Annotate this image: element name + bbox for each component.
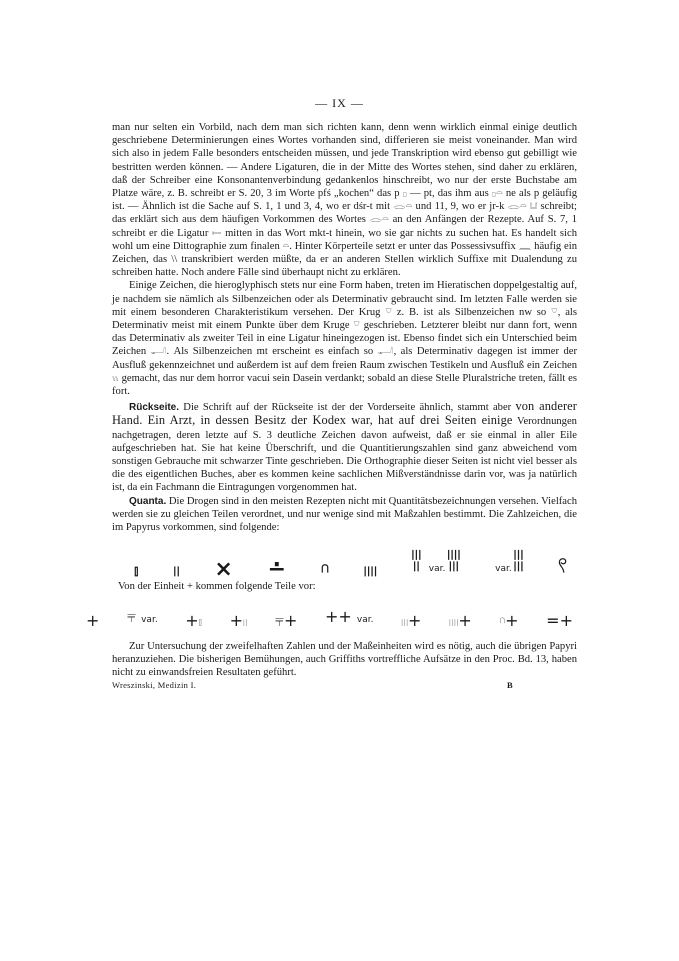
numeral-sign: 𓏽 [363, 557, 377, 583]
numeral-sign: 𓍢 [558, 557, 567, 583]
fraction-sign: +𓏤 [185, 611, 203, 631]
rueckseite-text-a: Die Schrift auf der Rückseite ist der der Vorderseite ähnlich, stammt aber [183, 402, 512, 414]
fraction-sign: ⫧+ [274, 611, 298, 631]
fraction-sign: 𓏽+ [448, 611, 472, 631]
fraction-sign: +𓏻 [229, 611, 248, 631]
rueckseite-text-b: Verordnungen nachgetragen, deren letzte auf S. 3 deutliche Zeichen davon aufweist, daß er sie einmal in aller Eile aufgeschrieben hat. Sie hat keine Überschrift, und die Quantitierungszahlen sind ganz abweichend vom sonstigen Gebrauche mit schwarzer Tinte geschrieben. Die Orthographie dieser Seiten ist nicht viel besser als die des eigentlichen Buches, aber es kommen keine sachlichen Mißverständnisse darin vor, was ja natürlich ist, da ein Fachmann die Eintragungen vorgenommen hat. [112, 416, 577, 494]
fraction-sign: 𓏼+ [401, 611, 422, 631]
numeral-signs-row [112, 542, 577, 583]
paragraph-closing: Zur Untersuchung der zweifelhaften Zahlen und der Maßeinheiten wird es nötig, auch die übrigen Papyri heranzuziehen. Die bisherigen Bemühungen, auch Griffiths vortreffliche Aufsätze in den Proc. Bd. 13, haben nicht zu einwandsfreien Resultaten geführt. [112, 640, 577, 678]
fraction-sign: 𓎆+ [499, 611, 519, 631]
quanta-text: Die Drogen sind in den meisten Rezepten nicht mit Quantitätsbezeichnungen versehen. Vielfach werden sie zu gleichen Teilen verordnet, und nur wenige sind mit Maßzahlen bestimmt. Die Zahlzeichen, die im Papyrus vorkommen, sind folgende: [112, 495, 577, 534]
numeral-sign-c: 𓏿 [513, 552, 524, 578]
variant-label: var. [356, 615, 374, 626]
numeral-sign-a: 𓏾 [411, 552, 422, 578]
unit-line: Von der Einheit + kommen folgende Teile vor: [118, 581, 316, 593]
fraction-sign-b: ++ [325, 607, 352, 627]
footer-signature: B [507, 680, 513, 691]
numeral-sign: × [214, 557, 233, 583]
variant-label: var. [428, 564, 446, 575]
main-text [86, 121, 577, 692]
paragraph-rueckseite [112, 400, 577, 494]
paragraph-quanta [112, 495, 577, 535]
footer [112, 679, 577, 692]
numeral-sign: 𓏤 [134, 557, 139, 583]
fraction-sign: =+ [546, 611, 573, 631]
rueckseite-text-big: von anderer Hand. Ein Arzt, in dessen Besitz der Kodex war, hat auf drei Seiten einige [112, 399, 577, 428]
fraction-signs-row [86, 602, 577, 631]
paragraph-double-signs: Einige Zeichen, die hieroglyphisch stets nur eine Form haben, treten im Hieratischen doppelgestaltig auf, je nachdem sie nämlich als Silbenzeichen oder als Determinativ gebraucht sind. Im letzten Falle werden sie mit einem besonderen Charakteristikum versehen. Der Krug 𓎺 z. B. ist als Silbenzeichen nw so 𓎺, als Determinativ meist mit einem Punkte über dem Kruge 𓎺 geschrieben. Letzterer bleibt nur dann fort, wenn das Determinativ als zweiter Teil in eine Ligatur hineingezogen ist. Ebenso findet sich ein Unterschied beim Zeichen 𓂝. Als Silbenzeichen mt erscheint es einfach so 𓂝, als Determinativ dagegen ist immer der Ausfluß gekennzeichnet und außerdem ist auf dem freien Raum zwischen Testikeln und Ausfluß ein Zeichen 𓏭 gemacht, das nur dem horror vacui sein Dasein verdankt; sobald an diese Stelle Pluralstriche treten, fällt es fort. [112, 280, 577, 398]
quanta-heading: Quanta. [129, 495, 167, 507]
paragraph-ligatures: man nur selten ein Vorbild, nach dem man sich richten kann, denn wenn wirklich einmal einige deutlich geschriebene Determinierungen eines Wortes vorhanden sind, differieren sie meist voneinander. Man wird sich also in jedem Falle besonders entscheiden müssen, und jede Transkription wird ebenso gut gebilligt wie bestritten werden können. — Andere Ligaturen, die in der Mitte des Wortes stehen, sind daher zu erklären, daß der Schreiber eine Konsonantenverbindung gedankenlos hinschreibt, wo nur der erste Buchstabe am Platze wäre, z. B. schreibt er S. 20, 3 im Worte pfś „kochen“ das p 𓊪 — pt, das ihm aus 𓊪𓏏 ne als p geläufig ist. — Ähnlich ist die Sache auf S. 1, 1 und 3, 4, wo er dśr-t mit 𓂋𓏏 und 11, 9, wo er jr-k 𓂋𓏏 𓂓 schreibt; das erklärt sich aus dem häufigen Vorkommen des Wortes 𓂋𓏏 an den Anfängen der Rezepte. Auf S. 7, 1 schreibt er die Ligatur 𓍿 mitten in das Wort mkt-t hinein, wo sie gar nichts zu suchen hat. Es handelt sich wohl um eine Dittographie zum finalen 𓏏. Hinter Körperteile setzt er unter das Possessivsuffix 𓈖 häufig ein Zeichen, das \\ transkribiert werden müßte, da er an anderen Stellen wirklich Suffixe mit Dualendung zu schreiben hatte. Noch andere Fälle sind überhaupt nicht zu erklären. [112, 122, 577, 279]
footer-author: Wreszinski, Medizin I. [112, 680, 197, 691]
numeral-sign: ∸ [267, 557, 287, 583]
rueckseite-heading: Rückseite. [129, 402, 180, 414]
numeral-sign: 𓎆 [320, 557, 329, 583]
variant-label: var. [495, 564, 512, 575]
numeral-sign [495, 552, 524, 578]
fraction-sign [325, 607, 374, 627]
fraction-sign: + [86, 611, 100, 631]
numeral-sign [411, 552, 461, 578]
numeral-sign-b: 𓐀 [447, 552, 461, 578]
fraction-sign [126, 607, 158, 627]
variant-label: var. [141, 615, 158, 626]
numeral-sign: 𓏻 [173, 557, 180, 583]
page-number: — IX — [315, 96, 364, 110]
fraction-sign-a: ⫧ [126, 607, 137, 627]
